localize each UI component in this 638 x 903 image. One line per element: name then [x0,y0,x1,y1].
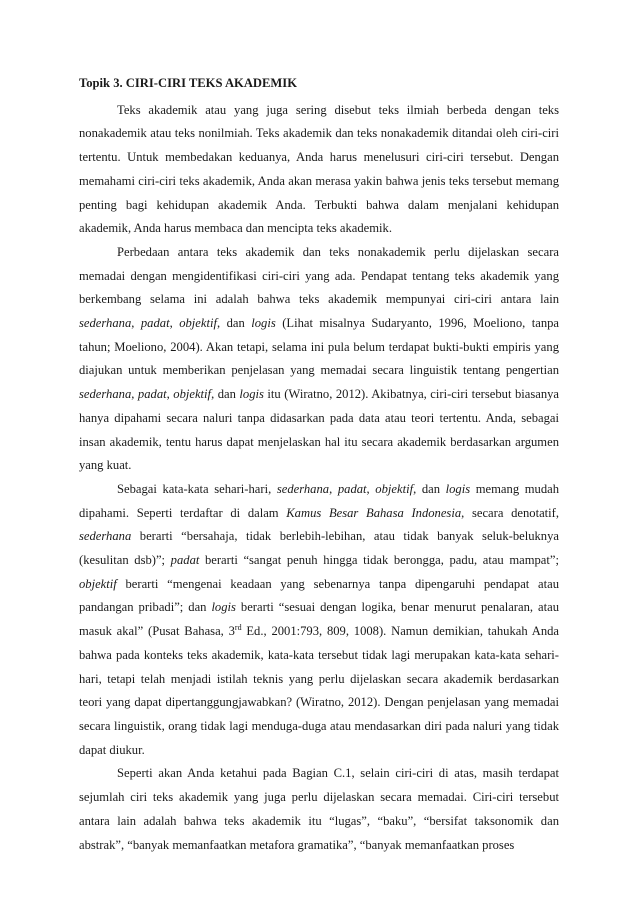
italic-term: logis [211,600,236,615]
paragraph-text: , secara denotatif, [461,505,560,520]
paragraph-text: Seperti akan Anda ketahui pada Bagian C.1, selain ciri-ciri di atas, masih terdapat sejumlah ciri teks akademik yang juga perlu dijelaskan secara memadai. Ciri-ciri tersebut antara lain adalah bahwa teks akademik itu “lugas”, “baku”, “bersifat taksonomik dan abstrak”, “banyak memanfaatkan metafora gramatika”, “banyak memanfaatkan proses [79,766,559,852]
italic-term: logis [239,387,264,402]
italic-term: sederhana [79,316,132,331]
paragraph-text: , [131,387,138,402]
paragraph-text: berarti “mengenai keadaan yang sebenarnya tanpa dipengaruhi pendapat atau pandangan pribadi”; dan [79,576,559,615]
italic-term: objektif [375,481,414,496]
paragraph-text: memang mudah dipahami. Seperti terdaftar di dalam [79,481,559,520]
italic-term: sederhana [79,387,132,402]
paragraph-text: itu (Wiratno, 2012). Akibatnya, ciri-ciri tersebut biasanya hanya dipahami secara naluri tanpa didasarkan pada data atau teori tertentu. Anda, sebagai insan akademik, tentu harus dapat menjelaskan hal itu secara akademik berdasarkan argumen yang kuat. [79,387,560,473]
paragraph [79,99,559,241]
italic-term: objektif [179,316,217,331]
superscript-text: rd [234,622,242,632]
paragraph-text: (Lihat misalnya Sudaryanto, 1996, Moeliono, tanpa tahun; Moeliono, 2004). Akan tetapi, selama ini pula belum terdapat bukti-bukti empiris yang diajukan untuk memberikan penjelasan yang memadai secara linguistik tentang pengertian [79,316,560,378]
paragraph-text: , [131,316,141,331]
paragraph [79,241,559,478]
paragraph-text: , dan [211,387,240,402]
paragraph-text: berarti “sesuai dengan logika, benar menurut penalaran, atau masuk akal” (Pusat Bahasa, 3 [79,600,559,639]
document-title: Topik 3. CIRI-CIRI TEKS AKADEMIK [79,76,298,90]
paragraph [79,478,559,762]
paragraph-text: , [366,481,376,496]
paragraph-text: Perbedaan antara teks akademik dan teks nonakademik perlu dijelaskan secara memadai dengan mengidentifikasi ciri-ciri yang ada. Pendapat tentang teks akademik yang berkembang selama ini adalah bahwa teks akademik mempunyai ciri-ciri antara lain [79,244,559,307]
italic-term: padat [140,316,170,331]
paragraph-text: , [169,316,180,331]
paragraph-text: , [166,387,174,402]
paragraph-text: berarti “bersahaja, tidak berlebih-lebihan, atau tidak banyak seluk-beluknya (kesulitan dsb)”; [79,529,559,568]
italic-term: padat [137,387,167,402]
paragraph-text: Sebagai kata-kata sehari-hari, [117,481,277,496]
paragraph-text: Ed., 2001:793, 809, 1008). Namun demikian, tahukah Anda bahwa pada konteks teks akademik, kata-kata tersebut tidak lagi merupakan kata-kata sehari-hari, tetapi telah menjadi istilah teknis yang perlu dijelaskan secara akademik berdasarkan teori yang dapat dipertanggungjawabkan? (Wiratno, 2012). Dengan penjelasan yang memadai secara linguistik, orang tidak lagi menduga-duga atau mendasarkan diri pada naluri yang tidak dapat diukur. [79,624,559,757]
italic-term: objektif [173,387,212,402]
italic-term: objektif [79,576,117,591]
paragraph-text: Teks akademik atau yang juga sering disebut teks ilmiah berbeda dengan teks nonakademik atau teks nonilmiah. Teks akademik dan teks nonakademik ditandai oleh ciri-ciri tertentu. Untuk membedakan keduanya, Anda harus menelusuri ciri-ciri tersebut. Dengan memahami ciri-ciri teks akademik, Anda akan merasa yakin bahwa jenis teks tersebut memang penting bagi kehidupan akademik Anda. Terbukti bahwa dalam menjalani kehidupan akademik, Anda harus membaca dan mencipta teks akademik. [79,102,559,236]
italic-term: logis [445,481,471,496]
paragraph-text: berarti “sangat penuh hingga tidak berongga, padu, atau mampat”; [199,553,559,568]
italic-term: logis [251,316,276,331]
italic-term: padat [337,481,367,496]
document-page [79,72,559,857]
paragraph-text: , dan [216,316,252,331]
italic-term: Kamus Besar Bahasa Indonesia [286,505,462,520]
paragraph-text: , dan [413,481,446,496]
italic-term: sederhana [79,529,132,544]
paragraph [79,762,559,857]
document-body [79,99,559,858]
italic-term: padat [170,553,200,568]
italic-term: sederhana [276,481,330,496]
paragraph-text: , [329,481,338,496]
